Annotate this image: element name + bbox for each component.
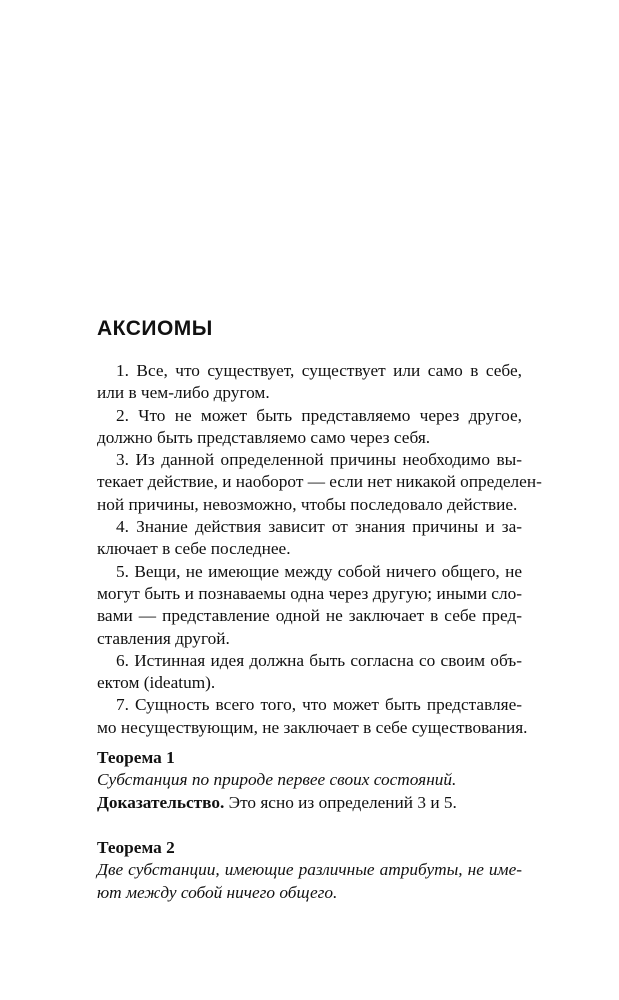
axiom-line: ной причины, невозможно, чтобы последовало действие. <box>97 494 518 514</box>
axioms-list <box>97 360 542 739</box>
theorem-1 <box>97 747 522 814</box>
axiom-line: 6. Истинная идея должна быть согласна со своим объ- <box>116 650 522 670</box>
axiom-line: могут быть и познаваемы одна через другую; иными сло- <box>97 583 522 603</box>
axiom-item <box>97 694 528 739</box>
axiom-line: 2. Что не может быть представляемо через другое, <box>116 405 522 425</box>
theorem-statement: Субстанция по природе первее своих состояний. <box>97 770 457 790</box>
theorem-proof <box>97 792 522 814</box>
axiom-line: 4. Знание действия зависит от знания причины и за- <box>116 517 522 537</box>
section-heading: АКСИОМЫ <box>97 317 213 340</box>
axiom-item <box>97 360 522 405</box>
axiom-line: ключает в себе последнее. <box>97 539 291 559</box>
axiom-item <box>97 449 542 516</box>
axiom-line: 7. Сущность всего того, что может быть представляе- <box>116 695 522 715</box>
axiom-line: текает действие, и наоборот — если нет никакой определен- <box>97 472 542 492</box>
axiom-item <box>97 405 522 450</box>
axiom-line: 5. Вещи, не имеющие между собой ничего общего, не <box>116 561 522 581</box>
theorem-statement-line: Две субстанции, имеющие различные атрибуты, не име- <box>97 860 522 880</box>
proof-text: Это ясно из определений 3 и 5. <box>224 792 457 812</box>
theorem-2 <box>97 837 522 904</box>
axiom-line: или в чем-либо другом. <box>97 383 270 403</box>
theorem-title: Теорема 1 <box>97 748 175 767</box>
axiom-line: должно быть представляемо само через себя. <box>97 427 431 447</box>
theorem-statement-line: ют между собой ничего общего. <box>97 882 338 902</box>
axiom-line: ектом (ideatum). <box>97 673 216 693</box>
axiom-line: 3. Из данной определенной причины необходимо вы- <box>116 450 522 470</box>
axiom-line: мо несуществующим, не заключает в себе существования. <box>97 717 528 737</box>
axiom-item <box>97 650 522 695</box>
axiom-item <box>97 516 522 561</box>
theorem-title: Теорема 2 <box>97 838 175 857</box>
axiom-line: вами — представление одной не заключает в себе пред- <box>97 606 522 626</box>
axiom-line: ставления другой. <box>97 628 230 648</box>
axiom-item <box>97 561 522 650</box>
proof-label: Доказательство. <box>97 792 225 812</box>
axiom-line: 1. Все, что существует, существует или само в себе, <box>116 361 522 380</box>
